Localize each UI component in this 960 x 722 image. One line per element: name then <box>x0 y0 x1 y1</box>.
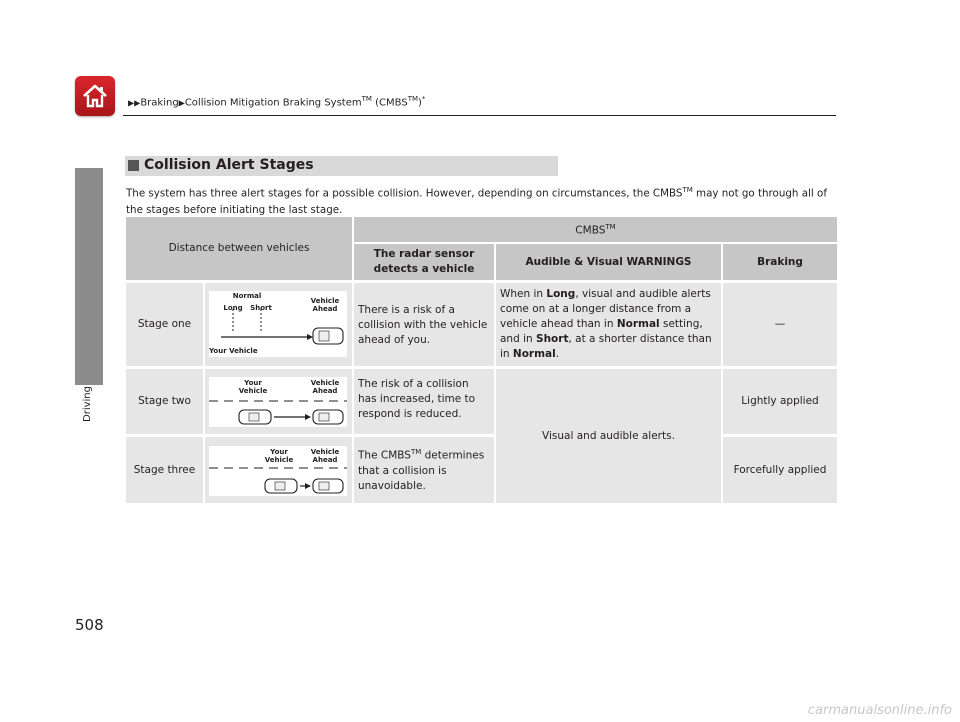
stage-three-diagram: Your Vehicle Vehicle Ahead <box>205 437 352 503</box>
arrow-right-icon: ▶▶ <box>128 98 141 108</box>
stage-three-braking: Forcefully applied <box>723 437 837 503</box>
page-number: 508 <box>75 616 104 634</box>
header-rule <box>123 115 836 116</box>
footer-watermark: carmanualsonline.info <box>807 703 952 718</box>
stage-two-diagram: Your Vehicle Vehicle Ahead <box>205 369 352 434</box>
stage-two-label: Stage two <box>126 369 203 434</box>
header-radar: The radar sensor detects a vehicle <box>354 244 494 280</box>
breadcrumb-braking[interactable]: Braking <box>140 97 179 109</box>
home-button[interactable] <box>75 76 115 116</box>
stage-one-radar: There is a risk of a collision with the vehicle ahead of you. <box>354 283 494 366</box>
arrow-right-icon: ▶ <box>178 98 185 108</box>
home-icon <box>81 82 109 110</box>
side-tab <box>75 168 103 385</box>
breadcrumb-cmbs[interactable]: Collision Mitigation Braking System <box>184 97 362 109</box>
header-warnings: Audible & Visual WARNINGS <box>496 244 721 280</box>
shared-warning: Visual and audible alerts. <box>496 369 721 503</box>
stage-one-braking: — <box>723 283 837 366</box>
stage-one-label: Stage one <box>126 283 203 366</box>
stage-two-radar: The risk of a collision has increased, time to respond is reduced. <box>354 369 494 434</box>
section-title: Collision Alert Stages <box>144 157 314 173</box>
section-heading <box>125 156 558 176</box>
square-bullet-icon <box>128 160 139 171</box>
stage-three-label: Stage three <box>126 437 203 503</box>
stage-one-warning: When in Long, visual and audible alerts come on at a longer distance from a vehicle ahead than in Normal setting, and in Short, at a shorter distance than in Normal. <box>496 283 721 366</box>
header-braking: Braking <box>723 244 837 280</box>
stage-one-diagram: Normal Long Short Vehicle Ahead Your Vehicle <box>205 283 352 366</box>
stage-three-radar: The CMBS™ determines that a collision is unavoidable. <box>354 437 494 503</box>
header-cmbs: CMBS™ <box>354 217 837 242</box>
intro-paragraph: The system has three alert stages for a possible collision. However, depending on circumstances, the CMBS™ may not go through all of the stages before initiating the last stage. <box>126 186 827 217</box>
breadcrumb: ▶▶Braking▶Collision Mitigation Braking System™ (CMBS™)* <box>128 95 426 109</box>
header-distance: Distance between vehicles <box>126 217 352 280</box>
asterisk: * <box>421 95 426 103</box>
side-label: Driving <box>82 386 93 422</box>
stage-two-braking: Lightly applied <box>723 369 837 434</box>
